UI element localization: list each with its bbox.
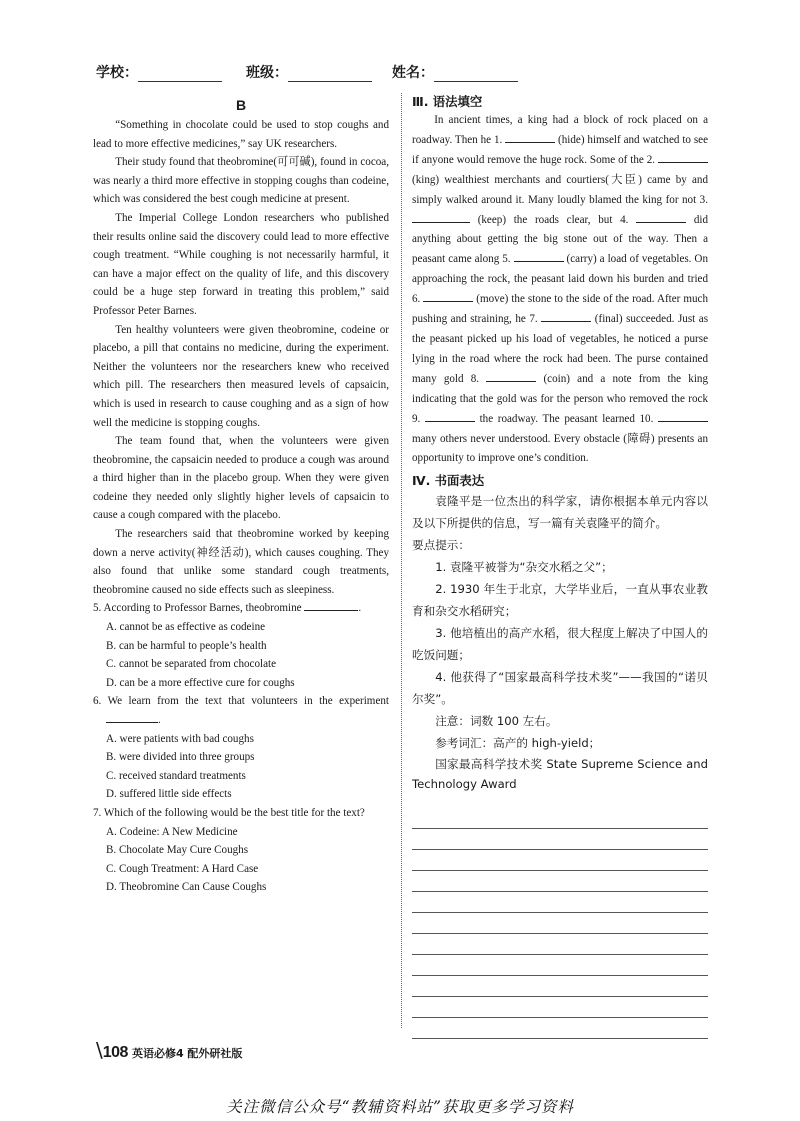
grammar-text: (king) wealthiest merchants and courtiers(大臣) came by and simply walked around it. Many loudly blamed the king for not 3.	[412, 173, 708, 206]
grammar-blank-1[interactable]	[505, 142, 555, 143]
writing-line[interactable]	[412, 976, 708, 997]
grammar-blank-7[interactable]	[541, 321, 591, 322]
option-a[interactable]: A. cannot be as effective as codeine	[106, 621, 266, 634]
name-label: 姓名：	[392, 65, 434, 81]
promo-banner: 关注微信公众号“教辅资料站”获取更多学习资料	[226, 1098, 574, 1116]
writing-line[interactable]	[412, 871, 708, 892]
class-blank[interactable]	[288, 65, 372, 82]
passage-paragraph: The Imperial College London researchers who published their results online said the discovery could lead to more effective cough treatment. “While coughing is not necessarily harmful, it can have a major effect on the quality of life, and this discovery could be a huge step forward in treating this problem,” said Professor Peter Barnes.	[93, 211, 389, 317]
writing-point: 1. 袁隆平被誉为“杂交水稻之父”；	[435, 560, 613, 575]
page-number: 108	[102, 1044, 128, 1061]
grammar-text: (move) the stone to the side of the road. After much pushing and straining, he 7.	[412, 293, 708, 326]
name-field[interactable]	[392, 62, 518, 82]
passage-paragraph: The team found that, when the volunteers were given theobromine, the capsaicin needed to produce a cough was around a third higher than in the placebo group. When they were given codeine they needed only slightly higher levels of capsaicin to cause a cough compared with the placebo.	[93, 435, 389, 522]
grammar-text: did anything about getting the big stone out of the way. Then a peasant came along 5.	[412, 213, 709, 266]
writing-prompt	[412, 490, 708, 794]
passage-letter: B	[235, 97, 247, 113]
writing-answer-area[interactable]	[412, 808, 708, 1039]
word-count-note: 注意：词数 100 左右。	[435, 714, 558, 729]
option-b[interactable]: B. Chocolate May Cure Coughs	[106, 844, 249, 857]
passage-paragraph: The researchers said that theobromine worked by keeping down a nerve activity(神经活动), which causes coughing. They also found that unlike some standard cough treatments, theobromine caused no side effects such as sleepiness.	[93, 528, 389, 596]
question-stem: 6. We learn from the text that volunteers in the experiment	[93, 695, 389, 708]
grammar-text: (keep) the roads clear, but 4.	[470, 213, 637, 226]
writing-intro: 袁隆平是一位杰出的科学家，请你根据本单元内容以及以下所提供的信息，写一篇有关袁隆平的简介。	[412, 494, 708, 531]
class-label: 班级：	[246, 65, 288, 81]
column-divider	[401, 93, 402, 1028]
book-title: 英语必修4 配外研社版	[131, 1047, 243, 1060]
grammar-blank-8[interactable]	[486, 381, 536, 382]
name-blank[interactable]	[434, 65, 518, 82]
option-a[interactable]: A. were patients with bad coughs	[106, 732, 254, 745]
passage-paragraph: Ten healthy volunteers were given theobromine, codeine or placebo, a pill that contains no medicine, during the experiment. Neither the volunteers nor the researchers knew who received which pill. The researchers then measured levels of capsaicin, which is used in research to cause coughing and as a sign of how well the medicine is stopping coughs.	[93, 323, 389, 429]
writing-line[interactable]	[412, 997, 708, 1018]
grammar-text: many others never understood. Every obstacle (障碍) presents an opportunity to improve one’s condition.	[412, 432, 708, 465]
question-stem-end: .	[158, 714, 161, 726]
option-c[interactable]: C. received standard treatments	[106, 769, 246, 782]
exercise-column	[412, 92, 708, 1039]
option-b[interactable]: B. were divided into three groups	[106, 751, 255, 764]
question-stem: 7. Which of the following would be the best title for the text?	[93, 806, 365, 819]
grammar-blank-10[interactable]	[658, 421, 708, 422]
grammar-text: (coin) and a note from the king indicating that the gold was for the person who removed the rock 9.	[412, 372, 708, 425]
writing-point: 3. 他培植出的高产水稻，很大程度上解决了中国人的吃饭问题；	[412, 626, 708, 663]
grammar-blank-4[interactable]	[636, 222, 686, 223]
passage-paragraph: “Something in chocolate could be used to stop coughs and lead to more effective medicines,” say UK researchers.	[93, 119, 389, 150]
question-stem: 5. According to Professor Barnes, theobromine	[93, 602, 305, 615]
writing-heading: Ⅳ. 书面表达	[412, 473, 485, 489]
grammar-heading: Ⅲ. 语法填空	[412, 94, 483, 109]
option-a[interactable]: A. Codeine: A New Medicine	[106, 825, 238, 838]
grammar-blank-2[interactable]	[658, 162, 708, 163]
grammar-blank-5[interactable]	[514, 261, 564, 262]
writing-line[interactable]	[412, 913, 708, 934]
grammar-text: (hide) himself and watched to see if anyone would remove the huge rock. Some of the 2.	[412, 133, 708, 166]
passage-paragraph: Their study found that theobromine(可可碱), found in cocoa, was nearly a third more effective in stopping coughs than codeine, which was considered the best cough medicine at present.	[93, 156, 389, 206]
grammar-text: (final) succeeded. Just as the peasant picked up his load of vegetables, he noticed a purse lying in the road where the rock had been. The purse contained many gold 8.	[412, 313, 709, 385]
question-5	[93, 599, 389, 692]
option-d[interactable]: D. can be a more effective cure for coughs	[106, 676, 295, 689]
grammar-text: (carry) a load of vegetables. On approaching the rock, the peasant laid down his burden and tried 6.	[412, 253, 708, 306]
question-6	[93, 692, 389, 804]
student-info-header	[96, 62, 716, 86]
answer-blank-5[interactable]	[304, 610, 358, 611]
writing-line[interactable]	[412, 892, 708, 913]
writing-line[interactable]	[412, 1018, 708, 1039]
writing-line[interactable]	[412, 850, 708, 871]
grammar-passage	[412, 111, 708, 469]
page-footer	[96, 1038, 396, 1062]
writing-point: 4. 他获得了“国家最高科学技术奖”——我国的“诺贝尔奖”。	[412, 670, 708, 707]
reading-section	[93, 96, 389, 897]
vocab-hint-award: 国家最高科学技术奖 State Supreme Science and Technology Award	[412, 757, 708, 792]
option-c[interactable]: C. Cough Treatment: A Hard Case	[106, 862, 259, 875]
writing-line[interactable]	[412, 829, 708, 850]
class-field[interactable]	[246, 62, 372, 82]
option-b[interactable]: B. can be harmful to people’s health	[106, 639, 267, 652]
answer-blank-6[interactable]	[106, 722, 158, 723]
question-stem-end: .	[358, 602, 362, 615]
grammar-text: In ancient times, a king had a block of rock placed on a roadway. Then he 1.	[412, 114, 708, 146]
option-d[interactable]: D. Theobromine Can Cause Coughs	[106, 881, 267, 894]
points-label: 要点提示：	[412, 538, 470, 553]
option-d[interactable]: D. suffered little side effects	[106, 788, 232, 801]
school-label: 学校：	[96, 65, 138, 81]
grammar-blank-6[interactable]	[423, 301, 473, 302]
school-blank[interactable]	[138, 65, 222, 82]
option-c[interactable]: C. cannot be separated from chocolate	[106, 658, 277, 671]
grammar-text: the roadway. The peasant learned 10.	[474, 412, 658, 425]
grammar-blank-9[interactable]	[425, 421, 475, 422]
school-field[interactable]	[96, 62, 222, 82]
writing-point: 2. 1930 年生于北京，大学毕业后，一直从事农业教育和杂交水稻研究；	[412, 582, 708, 619]
question-7	[93, 804, 389, 897]
page-number-mark-icon: \	[96, 1038, 103, 1062]
vocab-hint: 参考词汇：高产的 high-yield；	[435, 736, 601, 751]
grammar-blank-3[interactable]	[412, 222, 470, 223]
writing-line[interactable]	[412, 808, 708, 829]
writing-line[interactable]	[412, 955, 708, 976]
writing-line[interactable]	[412, 934, 708, 955]
